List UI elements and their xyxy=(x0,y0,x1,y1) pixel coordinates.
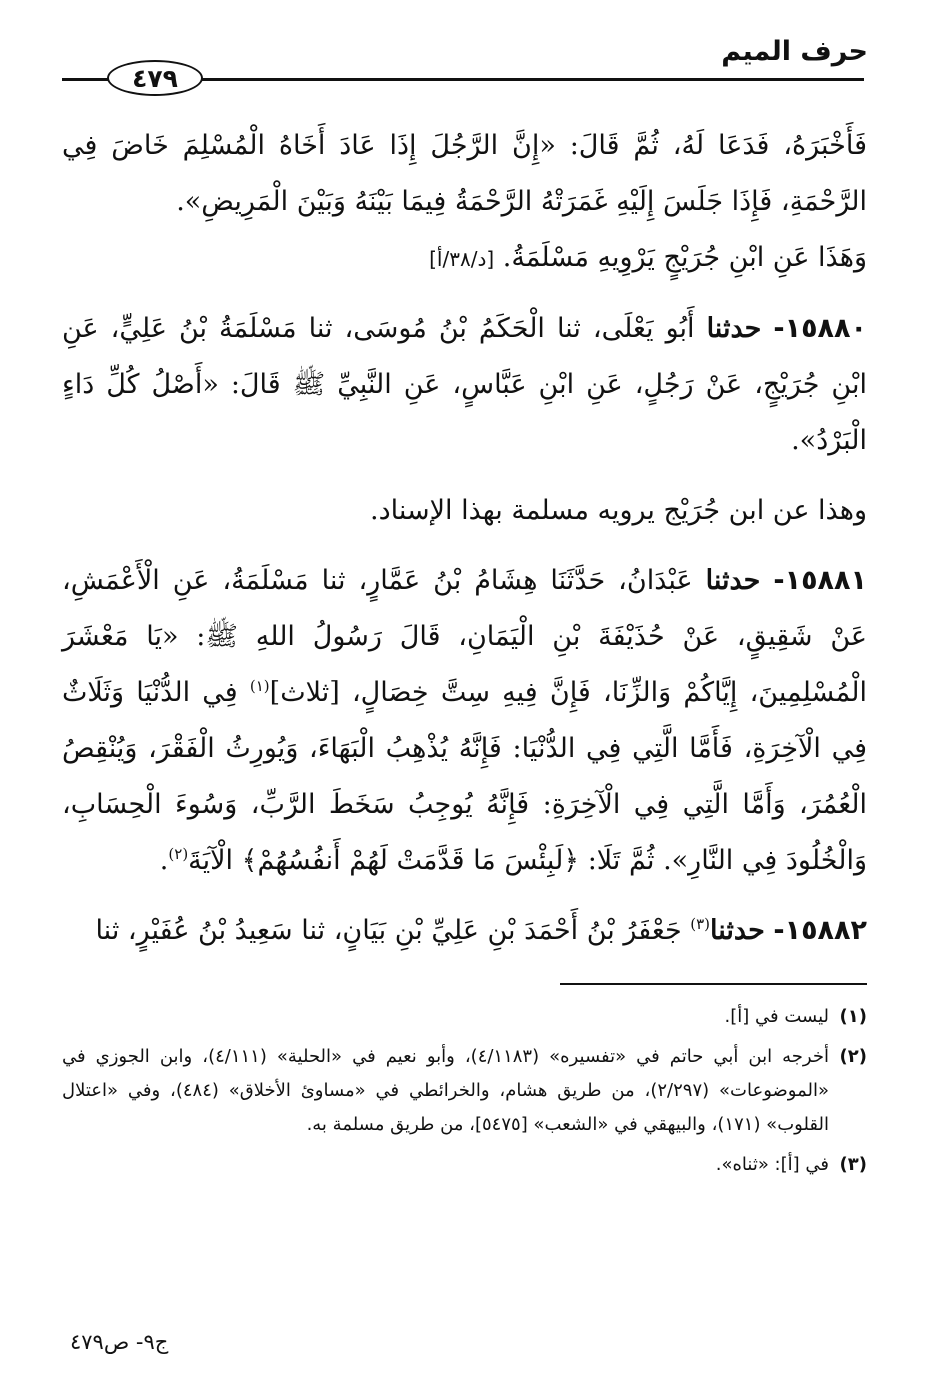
hadith-end-punct: . xyxy=(159,845,169,876)
footnotes xyxy=(62,1000,867,1188)
footnote-marker-3[interactable]: (٣) xyxy=(690,915,711,933)
footnote-separator xyxy=(560,983,867,985)
hadith-text-part-b: فِي الدُّنْيَا وَثَلَاثٌ فِي الْآخِرَةِ، فَأَمَّا الَّتِي فِي الدُّنْيَا: فَإِنَّهُ يُذْهِبُ الْبَهَاءَ، وَيُورِثُ الْفَقْرَ، وَيُنْقِصُ الْعُمُرَ، وَأَمَّا الَّتِي فِي الْآخِرَةِ: فَإِنَّهُ يُوجِبُ سَخَطَ الرَّبِّ، وَسُوءَ الْحِسَابِ، وَالْخُلُودَ فِي النَّارِ». ثُمَّ تَلَا: ﴿لَبِئْسَ مَا قَدَّمَتْ لَهُمْ أَنفُسُهُمْ﴾ الْآيَةَ xyxy=(62,677,867,876)
footnote-text: ليست في [أ]. xyxy=(724,1006,829,1027)
hadith-text-part-a: عَبْدَانُ، حَدَّثَنَا هِشَامُ بْنُ عَمَّارٍ، ثنا مَسْلَمَةُ، عَنِ الْأَعْمَشِ، عَنْ شَقِيقٍ، عَنْ حُذَيْفَةَ بْنِ الْيَمَانِ، قَالَ رَسُولُ اللهِ ﷺ: «يَا مَعْشَرَ الْمُسْلِمِينَ، إِيَّاكُمْ وَالزِّنَا، فَإِنَّ فِيهِ سِتَّ خِصَالٍ، [ثلاث] xyxy=(62,565,867,708)
footnote-marker-2[interactable]: (٢) xyxy=(168,845,189,863)
footnote-number: (٢) xyxy=(839,1046,867,1067)
footnote-number: (٣) xyxy=(839,1154,867,1175)
footnote-number: (١) xyxy=(839,1006,867,1027)
hadith-lead-word: حدثنا xyxy=(710,915,765,946)
note-text: وَهَذَا عَنِ ابْنِ جُرَيْجٍ يَرْوِيهِ مَسْلَمَةُ. xyxy=(502,242,867,273)
footnote-marker-1[interactable]: (١) xyxy=(249,677,270,695)
hadith-15880 xyxy=(62,301,867,469)
hadith-text: أَبُو يَعْلَى، ثنا الْحَكَمُ بْنُ مُوسَى، ثنا مَسْلَمَةُ بْنُ عَلِيٍّ، عَنِ ابْنِ جُرَيْجٍ، عَنْ رَجُلٍ، عَنِ ابْنِ عَبَّاسٍ، عَنِ النَّبِيِّ ﷺ قَالَ: «أَصْلُ كُلِّ دَاءٍ الْبَرْدُ». xyxy=(62,313,867,456)
footnote-text: في [أ]: «ثناه». xyxy=(715,1154,829,1175)
hadith-lead-word: حدثنا xyxy=(705,565,761,596)
page-number-badge xyxy=(107,60,203,96)
footnote-text: أخرجه ابن أبي حاتم في «تفسيره» (٤/١١٨٣)، وأبو نعيم في «الحلية» (٤/١١١)، وابن الجوزي في «الموضوعات» (٢/٢٩٧)، من طريق هشام، والخرائطي في «مساوئ الأخلاق» (٤٨٤)، وفي «اعتلال القلوب» (١٧١)، والبيهقي في «الشعب» [٥٤٧٥]، من طريق مسلمة به. xyxy=(62,1046,829,1135)
page-number: ٤٧٩ xyxy=(132,63,178,93)
manuscript-reference: [د/٣٨/أ] xyxy=(429,247,495,271)
chapter-title: حرف الميم xyxy=(721,36,868,67)
footnote-3 xyxy=(62,1148,867,1182)
paragraph-hadith-end: فَأَخْبَرَهُ، فَدَعَا لَهُ، ثُمَّ قَالَ: «إِنَّ الرَّجُلَ إِذَا عَادَ أَخَاهُ الْمُسْلِمَ خَاضَ فِي الرَّحْمَةِ، فَإِذَا جَلَسَ إِلَيْهِ غَمَرَتْهُ الرَّحْمَةُ فِيمَا بَيْنَهُ وَبَيْنَ الْمَرِيضِ». xyxy=(62,130,867,217)
hadith-15881 xyxy=(62,553,867,889)
hadith-number: ١٥٨٨٢- xyxy=(773,915,867,946)
hadith-number: ١٥٨٨١- xyxy=(773,565,867,596)
hadith-15882 xyxy=(62,903,867,959)
hadith-text: جَعْفَرُ بْنُ أَحْمَدَ بْنِ عَلِيِّ بْنِ بَيَانٍ، ثنا سَعِيدُ بْنُ عُفَيْرٍ، ثنا xyxy=(95,915,682,946)
hadith-number: ١٥٨٨٠- xyxy=(773,313,867,344)
volume-page-reference: ج٩- ص٤٧٩ xyxy=(70,1330,169,1354)
paragraph-isnad-note: وهذا عن ابن جُرَيْج يرويه مسلمة بهذا الإسناد. xyxy=(370,495,867,526)
paragraph-note xyxy=(62,230,867,287)
footnote-2 xyxy=(62,1040,867,1142)
main-text xyxy=(62,118,867,959)
footnote-1 xyxy=(62,1000,867,1034)
hadith-lead-word: حدثنا xyxy=(706,313,762,344)
